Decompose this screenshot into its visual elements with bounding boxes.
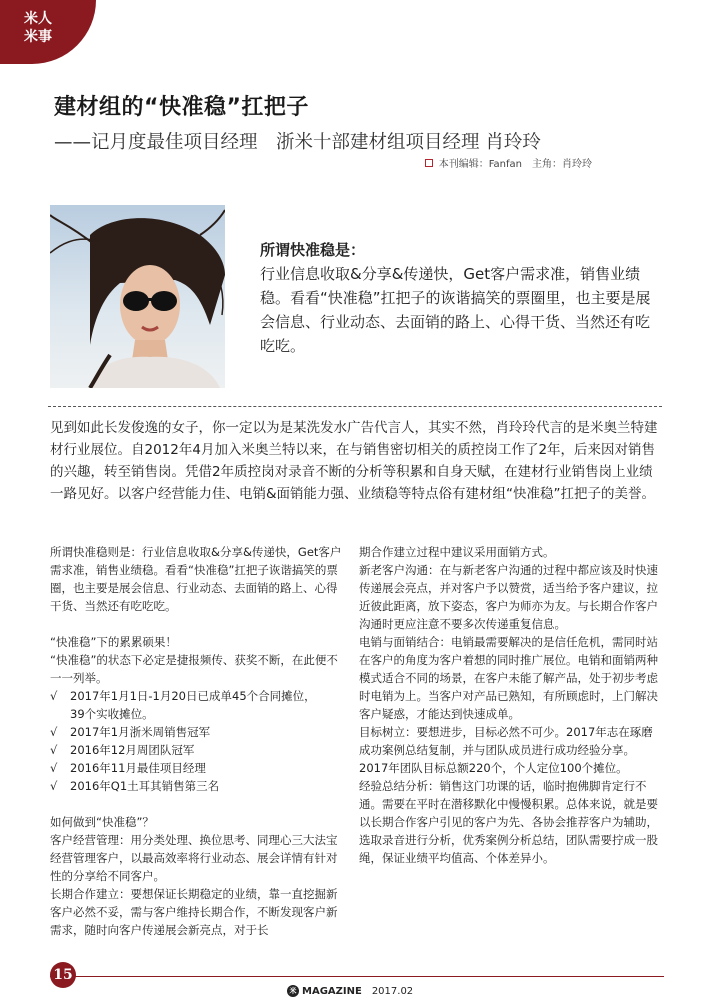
achievement-item	[50, 687, 343, 705]
intro-title: 所谓快准稳是：	[260, 241, 366, 259]
left-column	[50, 543, 343, 939]
checkmark-icon: √	[50, 743, 58, 757]
achievement-text: 2016年11月最佳项目经理	[70, 761, 206, 775]
magazine-footer	[287, 985, 413, 997]
lead-paragraph: 见到如此长发俊逸的女子，你一定以为是某洗发水广告代言人，其实不然，肖玲玲代言的是米奥兰特建材行业展位。自2012年4月加入米奥兰特以来，在与销售密切相关的质控岗工作了2年，后来因对销售的兴趣，转至销售岗。凭借2年质控岗对录音不断的分析等积累和自身天赋，在建材行业销售岗上业绩一路见好。以客户经营能力佳、电销&面销能力强、业绩稳等特点俗有建材组“快准稳”扛把子的美誉。	[50, 420, 658, 502]
customer-management-paragraph: 客户经营管理：用分类处理、换位思考、同理心三大法宝经营管理客户，以最高效率将行业动态、展会详情有针对性的分享给不同客户。	[50, 833, 338, 883]
achievement-text: 2017年1月浙米周销售冠军	[70, 725, 211, 739]
communication-paragraph: 新老客户沟通：在与新老客户沟通的过程中都应该及时快速传递展会亮点，并对客户予以赞赏，适当给予客户建议，拉近彼此距离，放下姿态，客户为师亦为友。与长期合作客户沟通时更应注意不要多次传递重复信息。	[359, 563, 658, 631]
intro-text: 行业信息收取&分享&传递快，Get客户需求准，销售业绩稳。看看“快准稳”扛把子的诙谐搞笑的票圈里，也主要是展会信息、行业动态、去面销的路上、心得干货、当然还有吃吃吃。	[260, 265, 651, 355]
sales-combo-paragraph: 电销与面销结合：电销最需要解决的是信任危机，需同时站在客户的角度为客户着想的同时推广展位。电销和面销两种模式适合不同的场景，在客户未能了解产品，处于初步考虑时电销为上。当客户对产品已熟知，有所顾虑时，上门解决客户疑惑，才能达到快速成单。	[359, 635, 658, 721]
definition-paragraph: 所谓快准稳则是：行业信息收取&分享&传递快，Get客户需求准，销售业绩稳。看看“快准稳”扛把子诙谐搞笑的票圈，也主要是展会信息、行业动态、去面销的路上、心得干货、当然还有吃吃吃。	[50, 545, 342, 613]
checkmark-icon: √	[50, 725, 58, 739]
results-heading: “快准稳”下的累累硕果！	[50, 635, 177, 649]
section-tab	[0, 0, 96, 64]
portrait-photo	[50, 205, 225, 388]
issue-date: 2017.02	[371, 986, 414, 997]
article-title: 建材组的“快准稳”扛把子	[54, 95, 309, 120]
achievement-continuation: 39个实收摊位。	[70, 707, 154, 721]
achievement-item	[50, 777, 343, 795]
achievement-item	[50, 759, 343, 777]
achievement-text: 2016年12月周团队冠军	[70, 743, 195, 757]
magazine-logo-icon: 米	[287, 985, 299, 997]
achievement-text: 2016年Q1土耳其销售第三名	[70, 779, 220, 793]
magazine-name: MAGAZINE	[302, 986, 362, 997]
how-heading: 如何做到“快准稳”？	[50, 815, 154, 829]
portrait-illustration	[50, 205, 225, 388]
section-tab-line1: 米人	[24, 11, 52, 27]
checkmark-icon: √	[50, 761, 58, 775]
results-intro: “快准稳”的状态下必定是捷报频传、获奖不断，在此便不一一列举。	[50, 653, 338, 685]
credit-line	[425, 155, 592, 170]
achievement-item	[50, 723, 343, 741]
achievement-text: 2017年1月1日-1月20日已成单45个合同摊位，	[70, 689, 316, 703]
long-term-continuation: 期合作建立过程中建议采用面销方式。	[359, 545, 555, 559]
goal-paragraph: 目标树立：要想进步，目标必然不可少。2017年志在琢磨成功案例总结复制，并与团队成员进行成功经验分享。2017年团队目标总额220个，个人定位100个摊位。	[359, 725, 653, 775]
square-bullet-icon	[425, 159, 433, 167]
intro-block	[260, 238, 660, 358]
achievement-item	[50, 741, 343, 759]
right-column	[359, 543, 659, 867]
section-tab-line2: 米事	[24, 29, 52, 45]
footer-rule	[50, 976, 664, 977]
checkmark-icon: √	[50, 779, 58, 793]
page-number: 15	[50, 962, 76, 988]
section-divider	[48, 406, 662, 407]
checkmark-icon: √	[50, 689, 58, 703]
summary-paragraph: 经验总结分析：销售这门功课的话，临时抱佛脚肯定行不通。需要在平时在潜移默化中慢慢积累。总体来说，就是要以长期合作客户引见的客户为先、各协会推荐客户为辅助，选取录音进行分析，优秀案例分析总结，团队需要拧成一股绳，保证业绩平均值高、个体差异小。	[359, 779, 658, 865]
credit-text: 本刊编辑：Fanfan 主角：肖玲玲	[438, 159, 592, 170]
article-subtitle: ——记月度最佳项目经理 浙米十部建材组项目经理 肖玲玲	[54, 132, 541, 153]
long-term-paragraph: 长期合作建立：要想保证长期稳定的业绩，靠一直挖掘新客户必然不妥，需与客户维持长期合作，不断发现客户新需求，随时向客户传递展会新亮点，对于长	[50, 887, 338, 937]
